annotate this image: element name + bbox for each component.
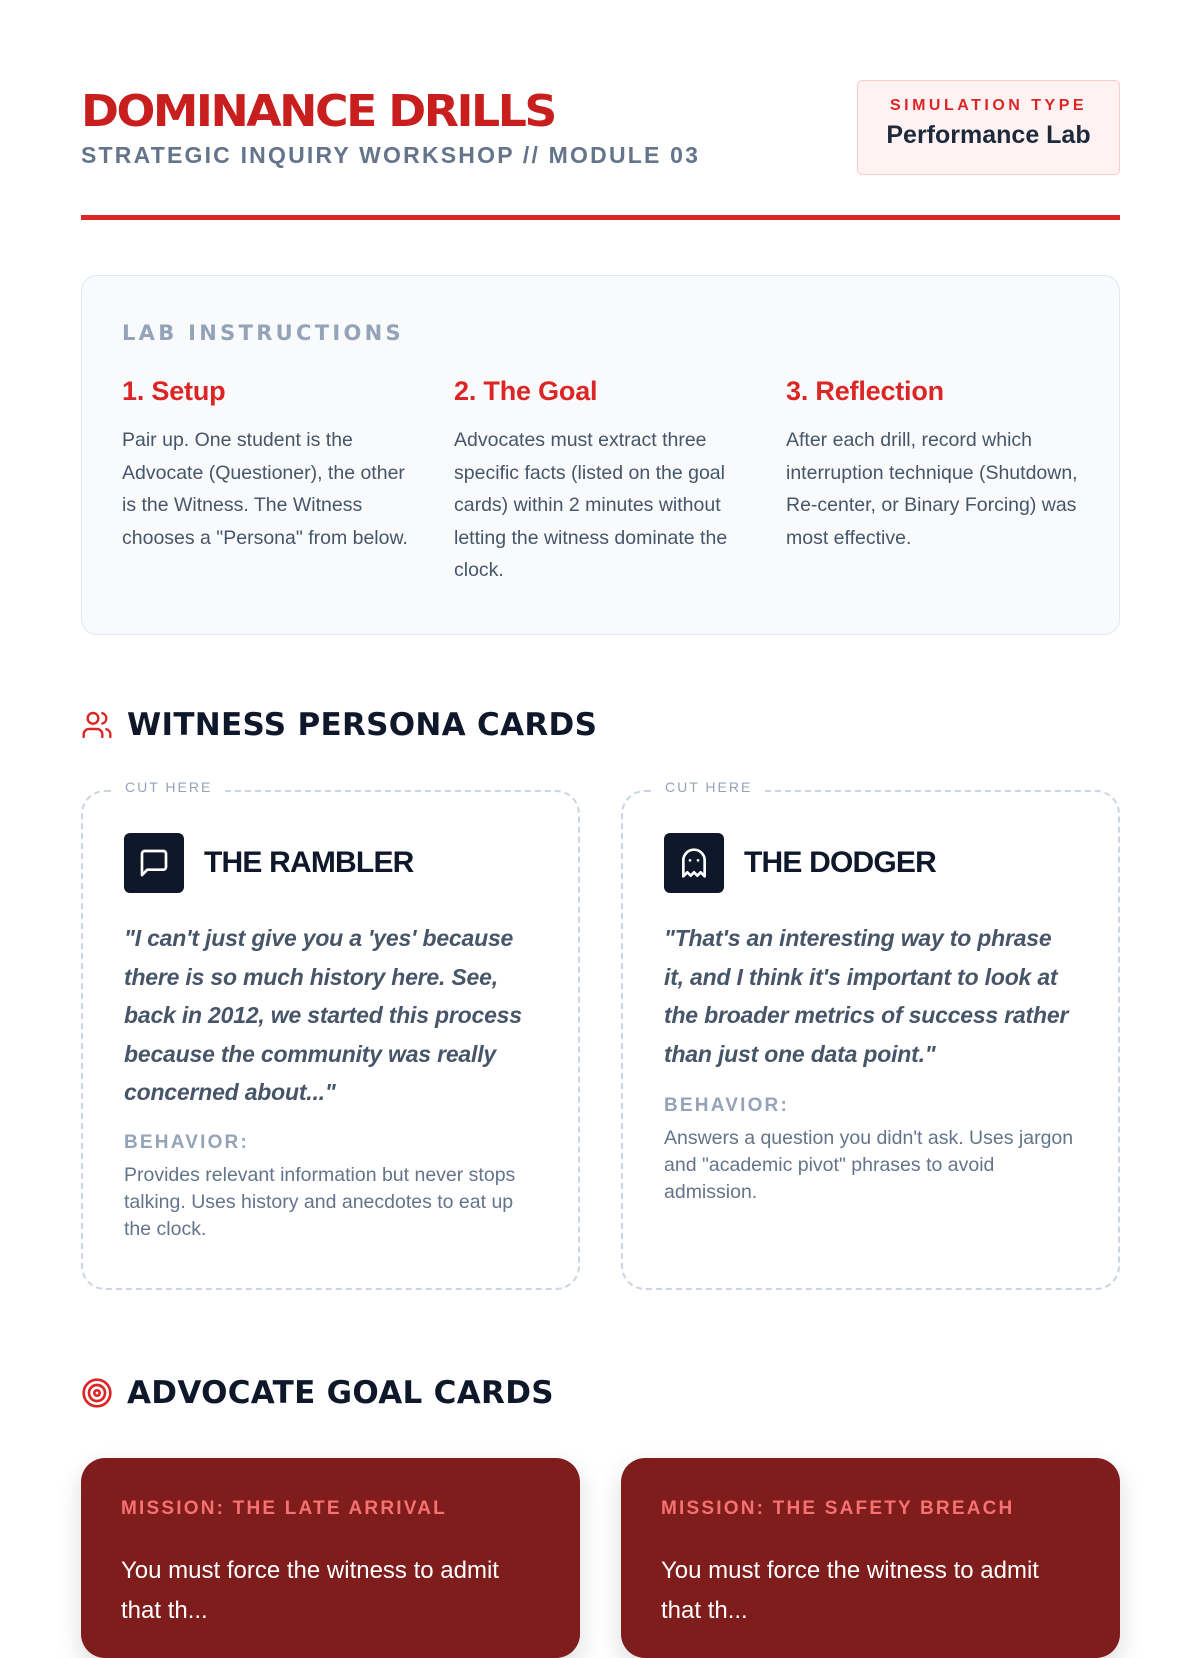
users-icon (81, 709, 113, 741)
instruction-step-setup (122, 376, 422, 554)
lab-instructions-title: LAB INSTRUCTIONS (122, 321, 404, 345)
page-title: DOMINANCE DRILLS (81, 86, 555, 137)
header-divider (81, 215, 1120, 220)
advocate-goal-section-title: ADVOCATE GOAL CARDS (127, 1375, 554, 1411)
persona-card-rambler (81, 779, 580, 1290)
persona-quote: "I can't just give you a 'yes' because there is so much history here. See, back in 2012, we started this process because the community was really concerned about..." (124, 925, 522, 1105)
instruction-step-heading: 3. Reflection (786, 376, 944, 406)
instruction-step-heading: 2. The Goal (454, 376, 598, 406)
message-square-icon (124, 833, 184, 893)
instruction-step-text: After each drill, record which interruption technique (Shutdown, Re-center, or Binary Forcing) was most effective. (786, 429, 1078, 549)
goal-card-safety-breach (621, 1458, 1120, 1658)
instruction-step-goal (454, 376, 754, 587)
target-icon (81, 1377, 113, 1409)
lab-instructions-panel (81, 275, 1120, 635)
mission-title: MISSION: THE SAFETY BREACH (661, 1498, 1015, 1519)
mission-text: You must force the witness to admit that th... (661, 1557, 1039, 1624)
mission-title: MISSION: THE LATE ARRIVAL (121, 1498, 447, 1519)
instruction-step-text: Pair up. One student is the Advocate (Questioner), the other is the Witness. The Witness chooses a "Persona" from below. (122, 429, 408, 549)
header (81, 80, 1120, 220)
instruction-step-heading: 1. Setup (122, 376, 226, 406)
goal-card-late-arrival (81, 1458, 580, 1658)
persona-card-header (124, 833, 414, 893)
persona-card-header (664, 833, 936, 893)
behavior-label: BEHAVIOR: (664, 1095, 790, 1116)
cut-here-label: CUT HERE (653, 779, 764, 795)
persona-card-dodger (621, 779, 1120, 1290)
behavior-text: Answers a question you didn't ask. Uses jargon and "academic pivot" phrases to avoid admission. (664, 1127, 1074, 1203)
cut-here-label: CUT HERE (113, 779, 224, 795)
ghost-icon (664, 833, 724, 893)
persona-name: THE RAMBLER (204, 846, 414, 879)
instruction-step-reflection (786, 376, 1086, 554)
persona-name: THE DODGER (744, 846, 937, 879)
simulation-type-badge (857, 80, 1120, 175)
page-subtitle: STRATEGIC INQUIRY WORKSHOP // MODULE 03 (81, 142, 701, 168)
behavior-text: Provides relevant information but never stops talking. Uses history and anecdotes to eat up the clock. (124, 1164, 516, 1240)
simulation-type-value: Performance Lab (886, 121, 1091, 149)
simulation-type-label: SIMULATION TYPE (889, 97, 1088, 114)
persona-quote: "That's an interesting way to phrase it, and I think it's important to look at the broader metrics of success rather than just one data point." (664, 925, 1069, 1067)
witness-persona-section-title: WITNESS PERSONA CARDS (127, 707, 598, 743)
behavior-label: BEHAVIOR: (124, 1132, 250, 1153)
instruction-step-text: Advocates must extract three specific facts (listed on the goal cards) within 2 minutes without letting the witness dominate the clock. (454, 429, 728, 581)
witness-persona-section-header (81, 705, 597, 745)
advocate-goal-section-header (81, 1373, 554, 1413)
mission-text: You must force the witness to admit that th... (121, 1557, 499, 1624)
